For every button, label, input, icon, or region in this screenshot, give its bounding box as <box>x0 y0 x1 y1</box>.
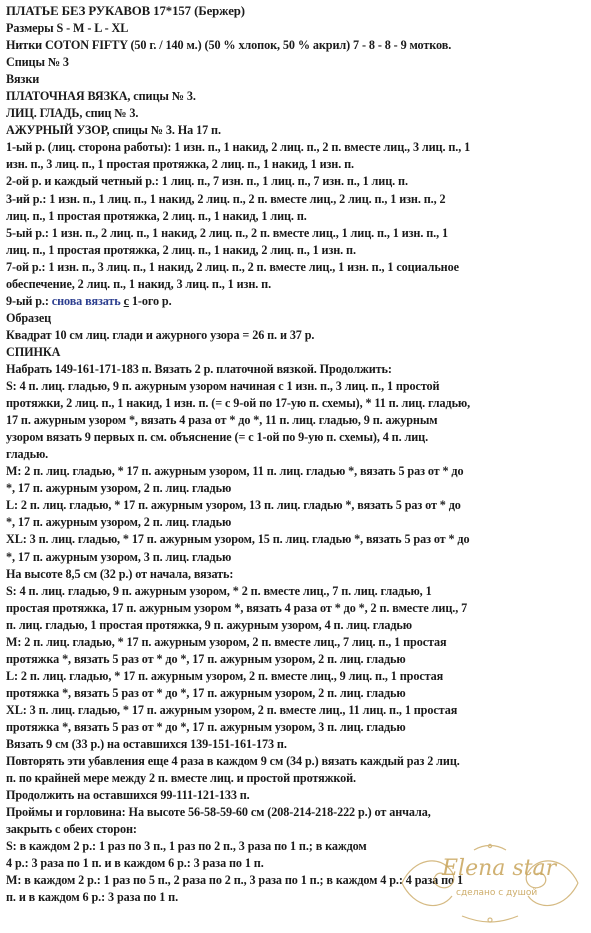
text-line: п. по крайней мере между 2 п. вместе лиц. и простой протяжкой. <box>6 771 356 786</box>
text-line: На высоте 8,5 см (32 р.) от начала, вязать: <box>6 566 234 581</box>
text-line: S: 4 п. лиц. гладью, 9 п. ажурным узором, * 2 п. вместе лиц., 7 п. лиц. гладью, 1 <box>6 583 432 598</box>
back-heading: СПИНКА <box>6 344 61 359</box>
text-line: 2-ой р. и каждый четный р.: 1 лиц. п., 7 изн. п., 1 лиц. п., 7 изн. п., 1 лиц. п. <box>6 174 408 189</box>
text-line: лиц. п., 1 простая протяжка, 2 лиц. п., 1 накид, 1 лиц. п. <box>6 208 307 223</box>
needles-line: Спицы № 3 <box>6 55 69 70</box>
text-line: протяжка *, вязать 5 раз от * до *, 17 п. ажурным узором, 2 п. лиц. гладью <box>6 685 406 700</box>
text-line: M: 2 п. лиц. гладью, * 17 п. ажурным узором, 2 п. вместе лиц., 7 лиц. п., 1 простая <box>6 634 447 649</box>
text-line: протяжки, 2 лиц. п., 1 накид, 1 изн. п. (= с 9-ой по 17-ую п. схемы), * 11 п. лиц. гладью, <box>6 396 471 411</box>
watermark-tagline: сделано с душой <box>456 888 538 898</box>
yarn-line: Нитки COTON FIFTY (50 г. / 140 м.) (50 % хлопок, 50 % акрил) 7 - 8 - 8 - 9 мотков. <box>6 38 452 53</box>
text-line: Вязать 9 см (33 р.) на оставшихся 139-151-161-173 п. <box>6 737 287 752</box>
pattern-document <box>6 3 586 906</box>
text-line: S: 4 п. лиц. гладью, 9 п. ажурным узором начиная с 1 изн. п., 3 лиц. п., 1 простой <box>6 379 440 394</box>
text-line: изн. п., 3 лиц. п., 1 простая протяжка, 2 лиц. п., 1 накид, 1 изн. п. <box>6 157 354 172</box>
text-line: 3-ий р.: 1 изн. п., 1 лиц. п., 1 накид, 2 лиц. п., 2 п. вместе лиц., 2 лиц. п., 1 изн. п., 2 <box>6 191 446 206</box>
text-line: протяжка *, вязать 5 раз от * до *, 17 п. ажурным узором, 3 п. лиц. гладью <box>6 719 406 734</box>
text-line: M: 2 п. лиц. гладью, * 17 п. ажурным узором, 11 п. лиц. гладью *, вязать 5 раз от * до <box>6 464 464 479</box>
underlined-char: с <box>123 293 129 308</box>
text-line: *, 17 п. ажурным узором, 3 п. лиц. гладью <box>6 549 232 564</box>
repeat-link[interactable]: снова вязать <box>51 293 121 308</box>
text-line: 17 п. ажурным узором *, вязать 4 раза от * до *, 11 п. лиц. гладью, 9 п. ажурным <box>6 413 438 428</box>
text-line: 1-ый р. (лиц. сторона работы): 1 изн. п., 1 накид, 2 лиц. п., 2 п. вместе лиц., 3 лиц. п., 1 <box>6 140 471 155</box>
text-line: лиц. п., 1 простая протяжка, 2 лиц. п., 1 накид, 2 лиц. п., 1 изн. п. <box>6 242 356 257</box>
row-9-line <box>6 293 586 310</box>
sizes-line: Размеры S - M - L - XL <box>6 21 129 36</box>
text-line: закрыть с обеих сторон: <box>6 822 137 837</box>
text-line: L: 2 п. лиц. гладью, * 17 п. ажурным узором, 2 п. вместе лиц., 9 лиц. п., 1 простая <box>6 668 444 683</box>
gauge-line: Квадрат 10 см лиц. глади и ажурного узора = 26 п. и 37 р. <box>6 327 315 342</box>
text-line: L: 2 п. лиц. гладью, * 17 п. ажурным узором, 13 п. лиц. гладью *, вязать 5 раз от * до <box>6 498 461 513</box>
text-line: 7-ой р.: 1 изн. п., 3 лиц. п., 1 накид, 2 лиц. п., 2 п. вместе лиц., 1 изн. п., 1 социальное <box>6 259 459 274</box>
text-line: 4 р.: 3 раза по 1 п. и в каждом 6 р.: 3 раза по 1 п. <box>6 856 264 871</box>
text-line: узором вязать 9 первых п. см. объяснение (= с 1-ой по 9-ую п. схемы), 4 п. лиц. <box>6 430 429 445</box>
text-line: M: в каждом 2 р.: 1 раз по 5 п., 2 раза по 2 п., 3 раза по 1 п.; в каждом 4 р.: 4 раза по 1 <box>6 873 463 888</box>
text-line: *, 17 п. ажурным узором, 2 п. лиц. гладью <box>6 481 232 496</box>
text-line: п. и в каждом 6 р.: 3 раза по 1 п. <box>6 890 179 905</box>
lace-pattern-heading: АЖУРНЫЙ УЗОР, спицы № 3. На 17 п. <box>6 123 221 138</box>
text-line: гладью. <box>6 447 49 462</box>
text-line: протяжка *, вязать 5 раз от * до *, 17 п. ажурным узором, 2 п. лиц. гладью <box>6 651 406 666</box>
text-line: обеспечение, 2 лиц. п., 1 накид, 3 лиц. п., 1 изн. п. <box>6 276 272 291</box>
watermark-name: Elena star <box>442 856 557 881</box>
text-line: п. лиц. гладью, 1 простая протяжка, 9 п. ажурным узором, 4 п. лиц. гладью <box>6 617 412 632</box>
text-line: Повторять эти убавления еще 4 раза в каждом 9 см (34 р.) вязать каждый раз 2 лиц. <box>6 754 460 769</box>
text-line: *, 17 п. ажурным узором, 2 п. лиц. гладью <box>6 515 232 530</box>
gauge-heading: Образец <box>6 310 52 325</box>
text-line: XL: 3 п. лиц. гладью, * 17 п. ажурным узором, 15 п. лиц. гладью *, вязать 5 раз от * до <box>6 532 470 547</box>
stockinette-line: ЛИЦ. ГЛАДЬ, спиц № 3. <box>6 106 139 121</box>
text-line: Продолжить на оставшихся 99-111-121-133 п. <box>6 788 250 803</box>
text-line: Набрать 149-161-171-183 п. Вязать 2 р. платочной вязкой. Продолжить: <box>6 361 392 376</box>
text-line: XL: 3 п. лиц. гладью, * 17 п. ажурным узором, 2 п. вместе лиц., 11 лиц. п., 1 простая <box>6 702 458 717</box>
garter-stitch-line: ПЛАТОЧНАЯ ВЯЗКА, спицы № 3. <box>6 89 196 104</box>
text-line: 5-ый р.: 1 изн. п., 2 лиц. п., 1 накид, 2 лиц. п., 2 п. вместе лиц., 1 лиц. п., 1 изн. п., 1 <box>6 225 449 240</box>
text-line: S: в каждом 2 р.: 1 раз по 3 п., 1 раз по 2 п., 3 раза по 1 п.; в каждом <box>6 839 367 854</box>
text-line: простая протяжка, 17 п. ажурным узором *, вязать 4 раза от * до *, 2 п. вместе лиц., 7 <box>6 600 468 615</box>
section-stitches-heading: Вязки <box>6 72 40 87</box>
row-9-text: 9-ый р.: снова вязать с 1-ого р. <box>6 293 172 308</box>
document-title: ПЛАТЬЕ БЕЗ РУКАВОВ 17*157 (Бержер) <box>6 4 245 18</box>
text-line: Проймы и горловина: На высоте 56-58-59-60 см (208-214-218-222 р.) от анчала, <box>6 805 431 820</box>
